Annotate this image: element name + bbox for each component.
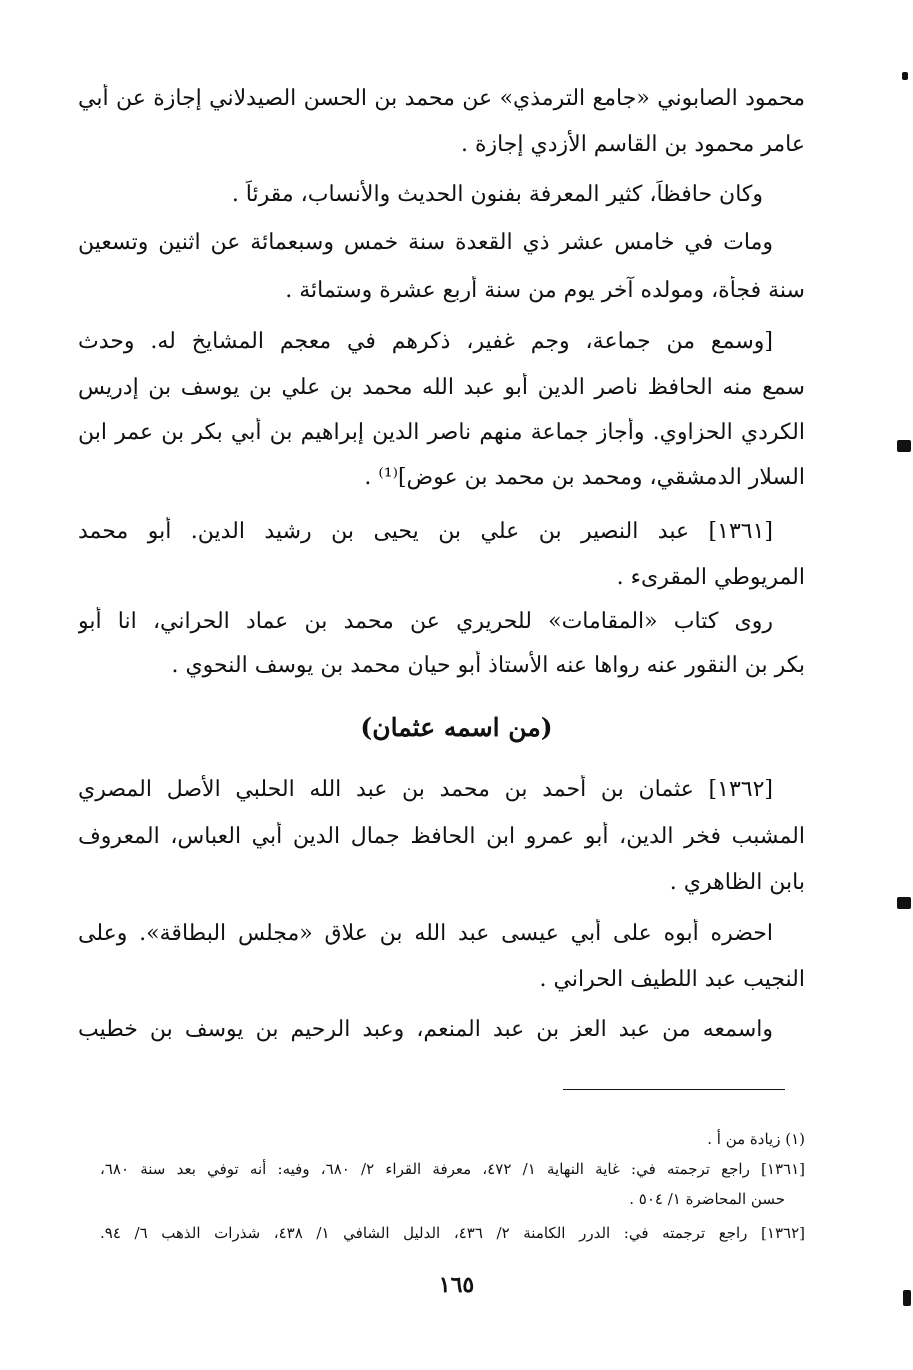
text-line: بابن الظاهري . (669, 870, 805, 895)
footnote: حسن المحاضرة ١/ ٥٠٤ . (629, 1190, 785, 1208)
text-line: احضره أبوه على أبي عيسى عبد الله بن علاق «مجلس البطاقة». وعلى (78, 921, 773, 946)
text-line: وكان حافظاً، كثير المعرفة بفنون الحديث والأنساب، مقرئاً . (231, 182, 763, 207)
scan-speck (897, 440, 911, 452)
text-line: النجيب عبد اللطيف الحراني . (539, 967, 805, 992)
text-line: واسمعه من عبد العز بن عبد المنعم، وعبد الرحيم بن يوسف بن خطيب (78, 1017, 773, 1042)
text-line: سنة فجأة، ومولده آخر يوم من سنة أربع عشرة وستمائة . (285, 278, 805, 303)
footnote-separator (563, 1089, 785, 1090)
footnote: (١) زيادة من أ . (707, 1130, 805, 1148)
text-line: بكر بن النقور عنه رواها عنه الأستاذ أبو حيان محمد بن يوسف النحوي . (171, 653, 805, 678)
text-line: ومات في خامس عشر ذي القعدة سنة خمس وسبعمائة عن اثنين وتسعين (78, 230, 773, 255)
scan-speck (902, 72, 908, 80)
footnote: [١٣٦١] راجع ترجمته في: غاية النهاية ١/ ٤٧٢، معرفة القراء ٢/ ٦٨٠، وفيه: أنه توفي بعد سنة ٦٨٠، (100, 1160, 805, 1178)
entry-1362-line: [١٣٦٢] عثمان بن أحمد بن محمد بن عبد الله الحلبي الأصل المصري (78, 777, 773, 802)
text-line: المشبب فخر الدين، أبو عمرو ابن الحافظ جمال الدين أبي العباس، المعروف (78, 824, 805, 849)
page-number: ١٦٥ (438, 1272, 475, 1298)
entry-1361-line: [١٣٦١] عبد النصير بن علي بن يحيى بن رشيد الدين. أبو محمد (78, 519, 773, 544)
text-line: عامر محمود بن القاسم الأزدي إجازة . (460, 132, 805, 157)
text-line: السلار الدمشقي، ومحمد بن محمد بن عوض]⁽¹⁾ . (364, 465, 805, 490)
text-line: المريوطي المقرىء . (616, 565, 805, 590)
text-line: الكردي الحزاوي. وأجاز جماعة منهم ناصر الدين إبراهيم بن أبي بكر بن عمر ابن (78, 420, 805, 445)
text-line: محمود الصابوني «جامع الترمذي» عن محمد بن الحسن الصيدلاني إجازة عن أبي (78, 86, 805, 111)
text-line: سمع منه الحافظ ناصر الدين أبو عبد الله محمد بن علي بن يوسف بن إدريس (78, 375, 805, 400)
scan-speck (903, 1290, 911, 1306)
text-line: روى كتاب «المقامات» للحريري عن محمد بن عماد الحراني، انا أبو (78, 609, 773, 634)
text-line: [وسمع من جماعة، وجم غفير، ذكرهم في معجم المشايخ له. وحدث (78, 329, 773, 354)
footnote: [١٣٦٢] راجع ترجمته في: الدرر الكامنة ٢/ ٤٣٦، الدليل الشافي ١/ ٤٣٨، شذرات الذهب ٦/ ٩٤. (100, 1224, 805, 1242)
scan-speck (897, 897, 911, 909)
section-heading: (من اسمه عثمان) (360, 713, 553, 742)
